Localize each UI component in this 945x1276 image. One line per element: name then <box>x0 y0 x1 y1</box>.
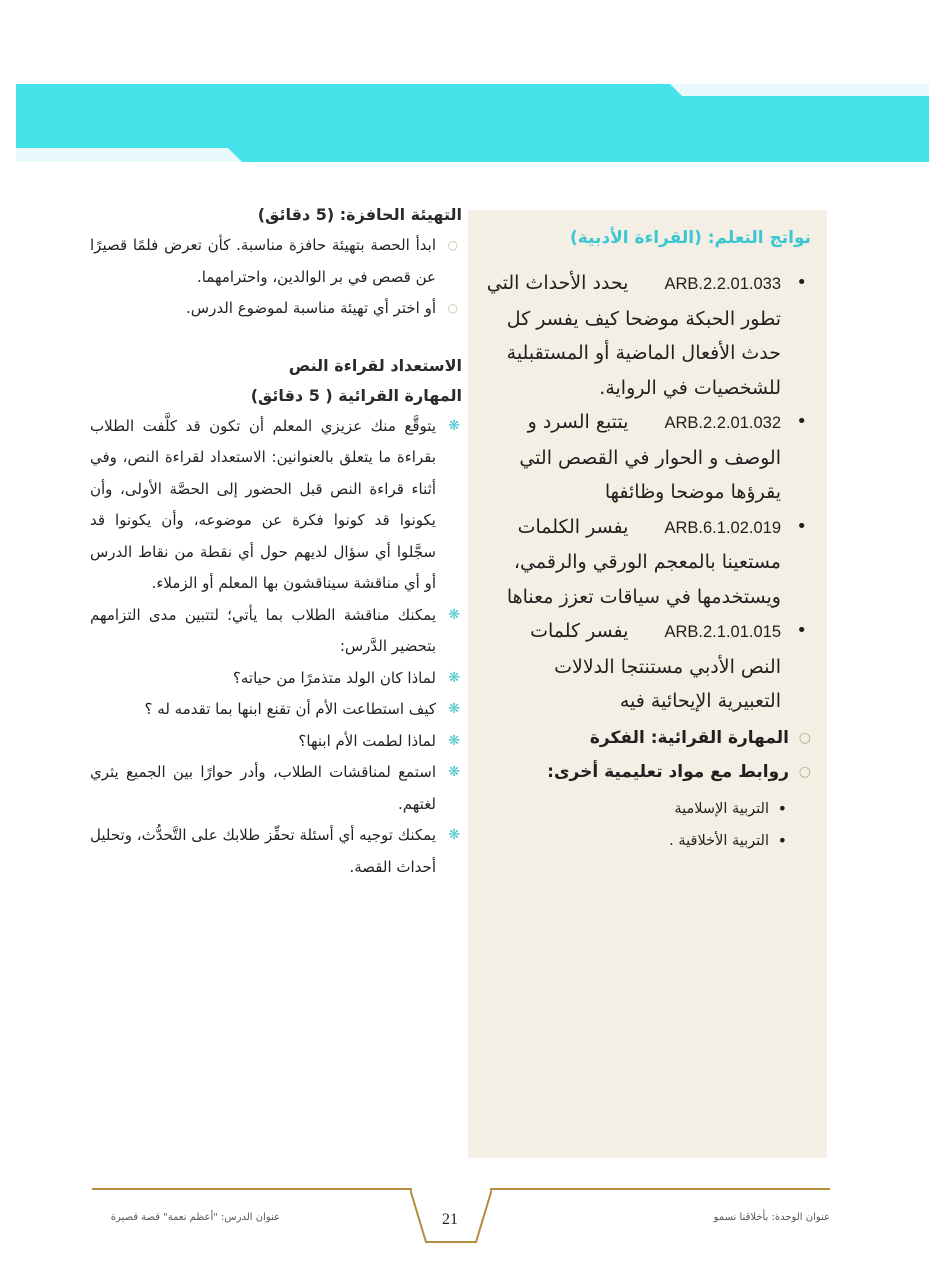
flower-bullet-icon: ❋ <box>448 764 460 780</box>
prep-item <box>90 726 462 758</box>
outcome-code: ARB.6.1.02.019 <box>664 518 781 537</box>
outcomes-list <box>486 266 815 719</box>
outcome-item <box>486 405 815 510</box>
footer-line-left <box>92 1188 412 1190</box>
bullet-icon: • <box>796 620 807 641</box>
linked-subject <box>486 825 815 857</box>
reading-skill-line <box>486 723 815 753</box>
footer-line-right <box>490 1188 830 1190</box>
banner-stripe-top <box>682 84 929 96</box>
flower-bullet-icon: ❋ <box>448 732 460 749</box>
bullet-icon: • <box>796 411 807 432</box>
ring-bullet-icon: ○ <box>447 238 458 252</box>
banner-stripe-bottom <box>16 148 228 162</box>
banner-wedge-top <box>670 84 682 96</box>
outcome-item <box>486 266 815 405</box>
ring-bullet-icon: ○ <box>798 729 811 746</box>
outcome-code: ARB.2.2.01.033 <box>664 275 781 293</box>
outcome-text: يحدد الأحداث التي تطور الحبكة موضحا كيف يفسر كل حدث الأفعال الماضية أو المستقبلية للشخصيات في الرواية. <box>486 272 781 399</box>
flower-bullet-icon: ❋ <box>448 669 460 686</box>
unit-title-footer: عنوان الوحدة: بأخلاقنا نسمو <box>713 1212 830 1223</box>
prep-item-text: كيف استطاعت الأم أن تقنع ابنها بما تقدمه له ؟ <box>144 700 436 718</box>
banner-wedge-bottom <box>228 148 242 162</box>
prep-item-text: استمع لمناقشات الطلاب، وأدر حوارًا بين الجميع يثري لغتهم. <box>90 763 436 813</box>
outcome-item <box>486 614 815 719</box>
warmup-item-text: ابدأ الحصة بتهيئة حافزة مناسبة. كأن تعرض فلمًا قصيرًا عن قصص في بر الوالدين، واحترامهما. <box>90 236 436 286</box>
flower-bullet-icon: ❋ <box>448 417 460 434</box>
prep-item <box>90 411 462 600</box>
outcome-item <box>486 510 815 615</box>
links-title-text: روابط مع مواد تعليمية أخرى: <box>547 761 789 782</box>
prep-item <box>90 757 462 820</box>
prep-item <box>90 600 462 663</box>
warmup-item <box>90 230 462 293</box>
ring-bullet-icon: ○ <box>798 763 811 780</box>
prep-item-text: يتوقَّع منك عزيزي المعلم أن تكون قد كلَّفت الطلاب بقراءة ما يتعلق بالعنوانين: الاستعداد لقراءة النص، وفي أثناء قراءة النص قبل الحضور إلى الحصَّة الأولى، وأن يكونوا قد كونوا فكرة عن موضوعه، وأن يكونوا قد سجَّلوا أي سؤال لديهم حول أي نقطة من نقاط الدرس أو أي مناقشة سيناقشون بها المعلم أو الزملاء. <box>90 416 436 592</box>
bullet-icon: • <box>777 830 787 850</box>
prep-item <box>90 820 462 883</box>
prep-item <box>90 663 462 695</box>
page-number: 21 <box>442 1211 458 1228</box>
prep-list <box>90 411 462 884</box>
reading-skill-title: المهارة القرائية ( 5 دقائق) <box>250 385 462 405</box>
prep-item-text: لماذا كان الولد متذمرًا من حياته؟ <box>232 668 436 687</box>
lesson-title-footer: عنوان الدرس: "أعظم نعمة" قصة قصيرة <box>110 1212 280 1223</box>
warmup-title: التهيئة الحافزة: (5 دقائق) <box>257 205 462 224</box>
learning-outcomes-panel <box>468 210 827 1158</box>
ring-bullet-icon: ○ <box>447 301 458 315</box>
warmup-item-text: أو اختر أي تهيئة مناسبة لموضوع الدرس. <box>186 299 436 317</box>
reading-skill-text: المهارة القرائية: الفكرة <box>589 727 789 748</box>
prep-item <box>90 694 462 726</box>
outcome-text: يتتبع السرد و الوصف و الحوار في القصص التي يقرؤها موضحا وظائفها <box>519 411 781 503</box>
prep-title: الاستعداد لقراءة النص <box>288 355 462 375</box>
flower-bullet-icon: ❋ <box>448 701 460 717</box>
outcome-code: ARB.2.2.01.032 <box>664 414 781 432</box>
linked-subject-label: التربية الأخلاقية . <box>669 832 769 849</box>
outcome-text: يفسر كلمات النص الأدبي مستنتجا الدلالات التعبيرية الإيحائية فيه <box>530 620 781 712</box>
warmup-list <box>90 230 462 325</box>
lesson-procedure-column <box>90 200 462 883</box>
linked-subjects-list <box>486 793 815 857</box>
warmup-item <box>90 293 462 325</box>
prep-item-text: لماذا لطمت الأم ابنها؟ <box>298 731 436 750</box>
linked-subject <box>486 793 815 825</box>
flower-bullet-icon: ❋ <box>448 827 460 843</box>
linked-subject-label: التربية الإسلامية <box>674 800 769 817</box>
prep-item-text: يمكنك توجيه أي أسئلة تحفِّز طلابك على التَّحدُّث، وتحليل أحداث القصة. <box>90 826 436 876</box>
flower-bullet-icon: ❋ <box>448 606 460 623</box>
bullet-icon: • <box>796 515 807 537</box>
bullet-icon: • <box>796 272 807 293</box>
outcome-code: ARB.2.1.01.015 <box>664 623 781 641</box>
prep-item-text: يمكنك مناقشة الطلاب بما يأتي؛ لتتبين مدى التزامهم بتحضير الدَّرس: <box>90 605 436 655</box>
links-title-line <box>486 757 815 787</box>
learning-outcomes-title: نواتج التعلم: (القراءة الأدبية) <box>569 228 811 248</box>
bullet-icon: • <box>777 798 787 818</box>
outcome-text: يفسر الكلمات مستعينا بالمعجم الورقي والرقمي، ويستخدمها في سياقات تعزز معناها <box>506 515 781 608</box>
